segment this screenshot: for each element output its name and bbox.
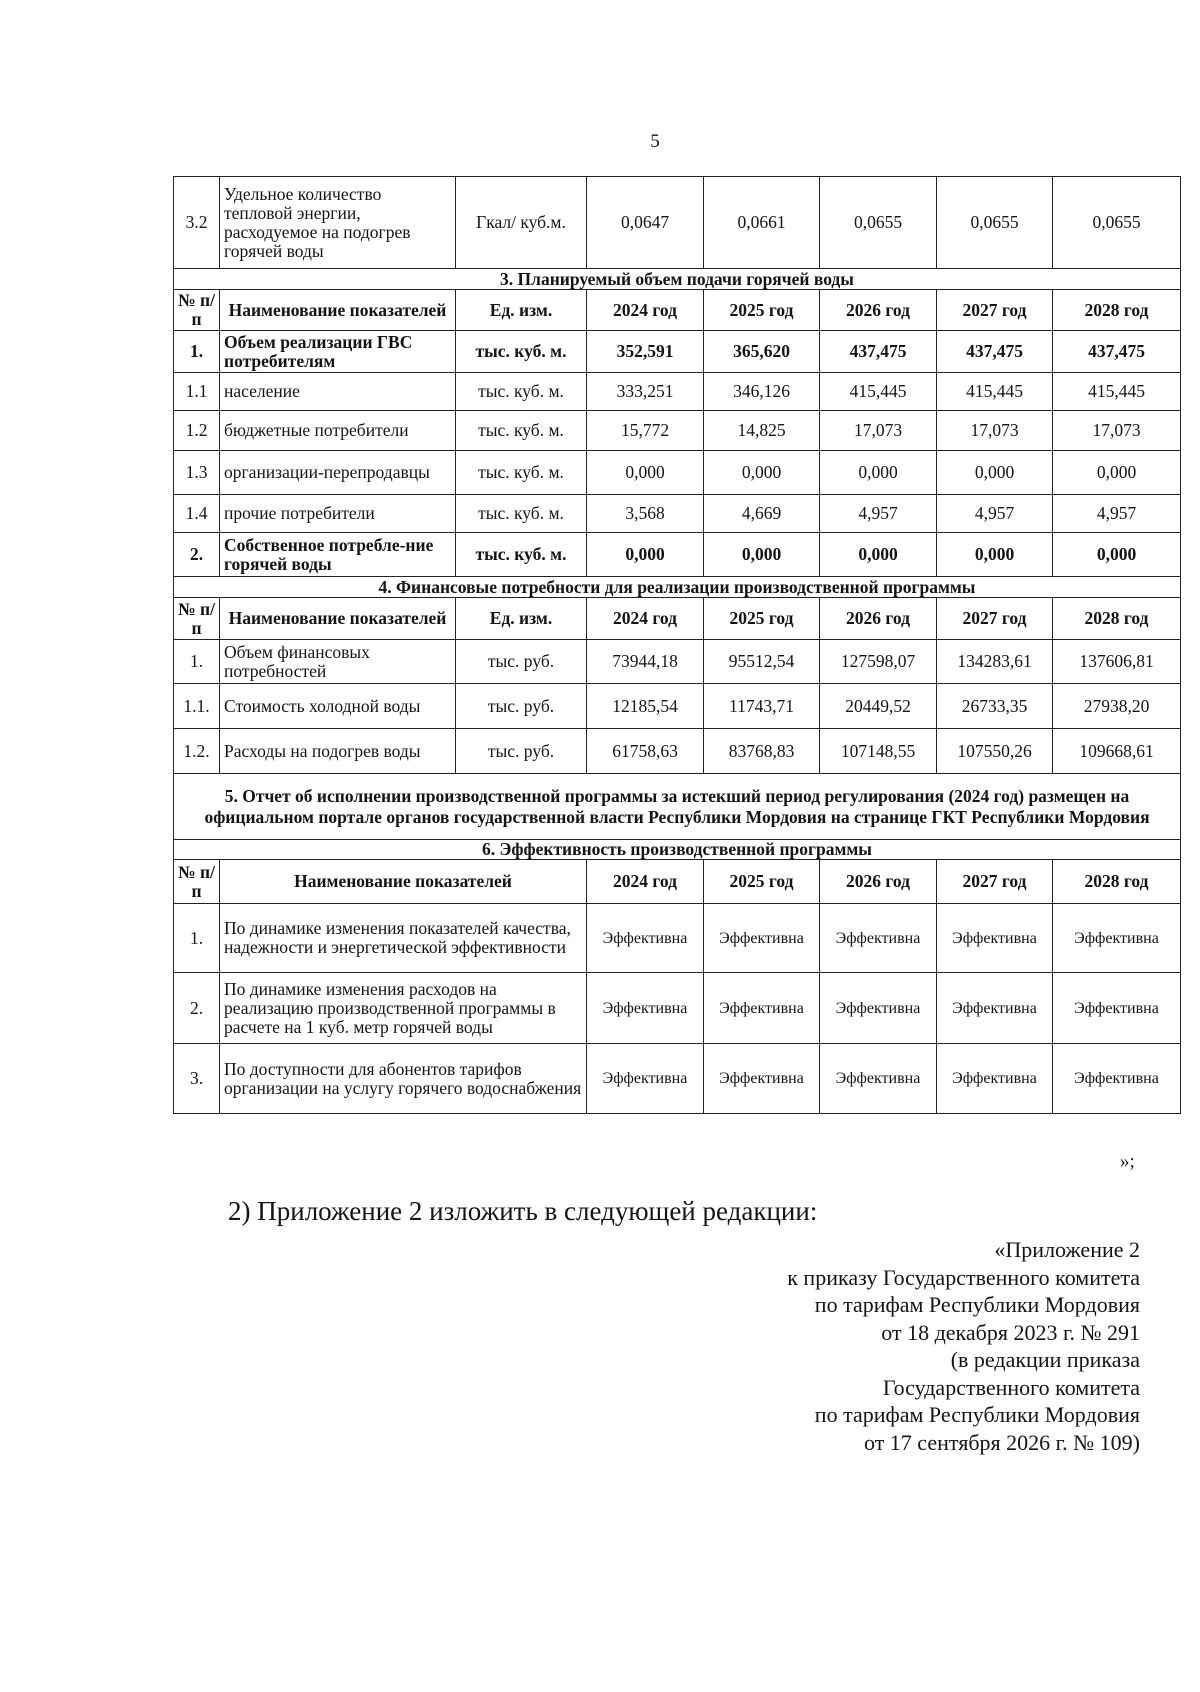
value-cell: Эффективна <box>1053 973 1181 1044</box>
row-number: 1.1. <box>174 684 220 729</box>
unit-cell: тыс. руб. <box>456 640 587 684</box>
section-title: 6. Эффективность производственной программы <box>174 840 1181 860</box>
value-cell: 127598,07 <box>820 640 937 684</box>
value-cell: 14,825 <box>704 411 820 451</box>
header-year: 2028 год <box>1053 290 1181 331</box>
row-number: 3. <box>174 1044 220 1114</box>
indicator-name: По динамике изменения расходов на реализацию производственной программы в расчете на 1 куб. метр горячей воды <box>220 973 587 1044</box>
value-cell: Эффективна <box>704 1044 820 1114</box>
unit-cell: тыс. куб. м. <box>456 331 587 373</box>
value-cell: 17,073 <box>820 411 937 451</box>
value-cell: Эффективна <box>704 904 820 973</box>
indicator-name: Объем финансовых потребностей <box>220 640 456 684</box>
value-cell: 134283,61 <box>937 640 1053 684</box>
value-cell: 107148,55 <box>820 729 937 774</box>
header-year: 2028 год <box>1053 598 1181 640</box>
row-number: 2. <box>174 973 220 1044</box>
production-program-table <box>173 176 1181 1114</box>
header-year: 2024 год <box>587 598 704 640</box>
table-row <box>174 729 1181 774</box>
value-cell: Эффективна <box>1053 904 1181 973</box>
appendix-header <box>540 1236 1140 1456</box>
table-row <box>174 177 1181 269</box>
value-cell: 0,000 <box>820 451 937 495</box>
unit-cell: тыс. куб. м. <box>456 373 587 411</box>
value-cell: Эффективна <box>587 1044 704 1114</box>
indicator-name: Объем реализации ГВС потребителям <box>220 331 456 373</box>
value-cell: Эффективна <box>937 1044 1053 1114</box>
value-cell: 137606,81 <box>1053 640 1181 684</box>
value-cell: Эффективна <box>587 904 704 973</box>
unit-cell: тыс. куб. м. <box>456 533 587 577</box>
header-num: № п/п <box>174 290 220 331</box>
unit-cell: тыс. куб. м. <box>456 451 587 495</box>
table-row <box>174 331 1181 373</box>
indicator-name: прочие потребители <box>220 495 456 533</box>
row-number: 1.1 <box>174 373 220 411</box>
header-num: № п/п <box>174 598 220 640</box>
table-row <box>174 495 1181 533</box>
value-cell: 0,0655 <box>937 177 1053 269</box>
value-cell: Эффективна <box>820 1044 937 1114</box>
section-title: 3. Планируемый объем подачи горячей воды <box>174 269 1181 290</box>
header-row <box>174 290 1181 331</box>
amendment-item-2: 2) Приложение 2 изложить в следующей редакции: <box>228 1196 818 1226</box>
value-cell: 0,0655 <box>1053 177 1181 269</box>
header-year: 2028 год <box>1053 860 1181 904</box>
appendix-line: «Приложение 2 <box>994 1237 1140 1262</box>
unit-cell: тыс. куб. м. <box>456 411 587 451</box>
value-cell: 0,000 <box>704 451 820 495</box>
unit-cell: тыс. руб. <box>456 729 587 774</box>
header-unit: Ед. изм. <box>456 598 587 640</box>
table-row <box>174 411 1181 451</box>
value-cell: Эффективна <box>820 973 937 1044</box>
section-title: 4. Финансовые потребности для реализации производственной программы <box>174 577 1181 598</box>
value-cell: 0,0661 <box>704 177 820 269</box>
row-number: 1. <box>174 640 220 684</box>
header-year: 2027 год <box>937 860 1053 904</box>
appendix-line: от 17 сентября 2026 г. № 109) <box>863 1429 1140 1455</box>
closing-quote: »; <box>1120 1151 1135 1172</box>
indicator-name: организации-перепродавцы <box>220 451 456 495</box>
value-cell: 109668,61 <box>1053 729 1181 774</box>
row-number: 1.3 <box>174 451 220 495</box>
page-number: 5 <box>650 131 660 152</box>
value-cell: 83768,83 <box>704 729 820 774</box>
value-cell: 27938,20 <box>1053 684 1181 729</box>
value-cell: 437,475 <box>1053 331 1181 373</box>
appendix-line: по тарифам Республики Мордовия <box>814 1292 1140 1317</box>
appendix-line: от 18 декабря 2023 г. № 291 <box>881 1319 1140 1345</box>
header-name: Наименование показателей <box>220 860 587 904</box>
section-5-text: 5. Отчет об исполнении производственной программы за истекший период регулирования (2024 год) размещен на официальном портале органов государственной власти Республики Мордовия на странице ГКТ Республики Мордовия <box>174 774 1181 840</box>
row-number: 3.2 <box>174 177 220 269</box>
value-cell: Эффективна <box>587 973 704 1044</box>
header-name: Наименование показателей <box>220 290 456 331</box>
unit-cell: тыс. куб. м. <box>456 495 587 533</box>
header-year: 2024 год <box>587 290 704 331</box>
value-cell: 12185,54 <box>587 684 704 729</box>
header-year: 2027 год <box>937 598 1053 640</box>
value-cell: 0,000 <box>587 533 704 577</box>
value-cell: 0,000 <box>937 533 1053 577</box>
value-cell: 0,0655 <box>820 177 937 269</box>
indicator-name: Собственное потребле-ние горячей воды <box>220 533 456 577</box>
value-cell: 0,000 <box>820 533 937 577</box>
value-cell: 0,0647 <box>587 177 704 269</box>
row-number: 1.2 <box>174 411 220 451</box>
value-cell: Эффективна <box>704 973 820 1044</box>
row-number: 1.2. <box>174 729 220 774</box>
appendix-line: (в редакции приказа <box>950 1347 1140 1372</box>
unit-cell: Гкал/ куб.м. <box>456 177 587 269</box>
value-cell: 17,073 <box>1053 411 1181 451</box>
header-year: 2025 год <box>704 860 820 904</box>
value-cell: 415,445 <box>937 373 1053 411</box>
header-year: 2025 год <box>704 598 820 640</box>
header-row <box>174 860 1181 904</box>
value-cell: 15,772 <box>587 411 704 451</box>
value-cell: 0,000 <box>1053 533 1181 577</box>
row-number: 2. <box>174 533 220 577</box>
value-cell: 333,251 <box>587 373 704 411</box>
value-cell: 107550,26 <box>937 729 1053 774</box>
header-name: Наименование показателей <box>220 598 456 640</box>
value-cell: 11743,71 <box>704 684 820 729</box>
value-cell: 17,073 <box>937 411 1053 451</box>
indicator-name: Стоимость холодной воды <box>220 684 456 729</box>
section-title-row <box>174 577 1181 598</box>
value-cell: 4,957 <box>937 495 1053 533</box>
appendix-line: к приказу Государственного комитета <box>787 1264 1140 1290</box>
value-cell: 437,475 <box>937 331 1053 373</box>
section-title-row <box>174 774 1181 840</box>
value-cell: 346,126 <box>704 373 820 411</box>
header-year: 2025 год <box>704 290 820 331</box>
table-row <box>174 684 1181 729</box>
unit-cell: тыс. руб. <box>456 684 587 729</box>
header-year: 2026 год <box>820 860 937 904</box>
value-cell: 20449,52 <box>820 684 937 729</box>
value-cell: 4,669 <box>704 495 820 533</box>
section-title-row <box>174 840 1181 860</box>
value-cell: 73944,18 <box>587 640 704 684</box>
section-title-row <box>174 269 1181 290</box>
value-cell: 4,957 <box>1053 495 1181 533</box>
header-year: 2024 год <box>587 860 704 904</box>
header-unit: Ед. изм. <box>456 290 587 331</box>
value-cell: 0,000 <box>1053 451 1181 495</box>
table-row <box>174 451 1181 495</box>
row-number: 1.4 <box>174 495 220 533</box>
header-row <box>174 598 1181 640</box>
header-num: № п/п <box>174 860 220 904</box>
indicator-name: Удельное количество тепловой энергии, расходуемое на подогрев горячей воды <box>220 177 456 269</box>
table-row <box>174 640 1181 684</box>
header-year: 2027 год <box>937 290 1053 331</box>
table-row <box>174 973 1181 1044</box>
value-cell: Эффективна <box>937 973 1053 1044</box>
table-row <box>174 904 1181 973</box>
value-cell: 415,445 <box>820 373 937 411</box>
value-cell: 0,000 <box>704 533 820 577</box>
value-cell: 95512,54 <box>704 640 820 684</box>
table-row <box>174 1044 1181 1114</box>
value-cell: Эффективна <box>937 904 1053 973</box>
header-year: 2026 год <box>820 290 937 331</box>
appendix-line: Государственного комитета <box>882 1374 1140 1400</box>
value-cell: 61758,63 <box>587 729 704 774</box>
appendix-line: по тарифам Республики Мордовия <box>814 1402 1140 1427</box>
value-cell: 352,591 <box>587 331 704 373</box>
indicator-name: По доступности для абонентов тарифов организации на услугу горячего водоснабжения <box>220 1044 587 1114</box>
row-number: 1. <box>174 331 220 373</box>
row-number: 1. <box>174 904 220 973</box>
indicator-name: население <box>220 373 456 411</box>
value-cell: Эффективна <box>1053 1044 1181 1114</box>
value-cell: 4,957 <box>820 495 937 533</box>
value-cell: Эффективна <box>820 904 937 973</box>
value-cell: 365,620 <box>704 331 820 373</box>
indicator-name: Расходы на подогрев воды <box>220 729 456 774</box>
table-row <box>174 533 1181 577</box>
indicator-name: бюджетные потребители <box>220 411 456 451</box>
value-cell: 437,475 <box>820 331 937 373</box>
header-year: 2026 год <box>820 598 937 640</box>
value-cell: 0,000 <box>937 451 1053 495</box>
indicator-name: По динамике изменения показателей качества, надежности и энергетической эффективности <box>220 904 587 973</box>
value-cell: 3,568 <box>587 495 704 533</box>
value-cell: 415,445 <box>1053 373 1181 411</box>
value-cell: 26733,35 <box>937 684 1053 729</box>
value-cell: 0,000 <box>587 451 704 495</box>
table-row <box>174 373 1181 411</box>
